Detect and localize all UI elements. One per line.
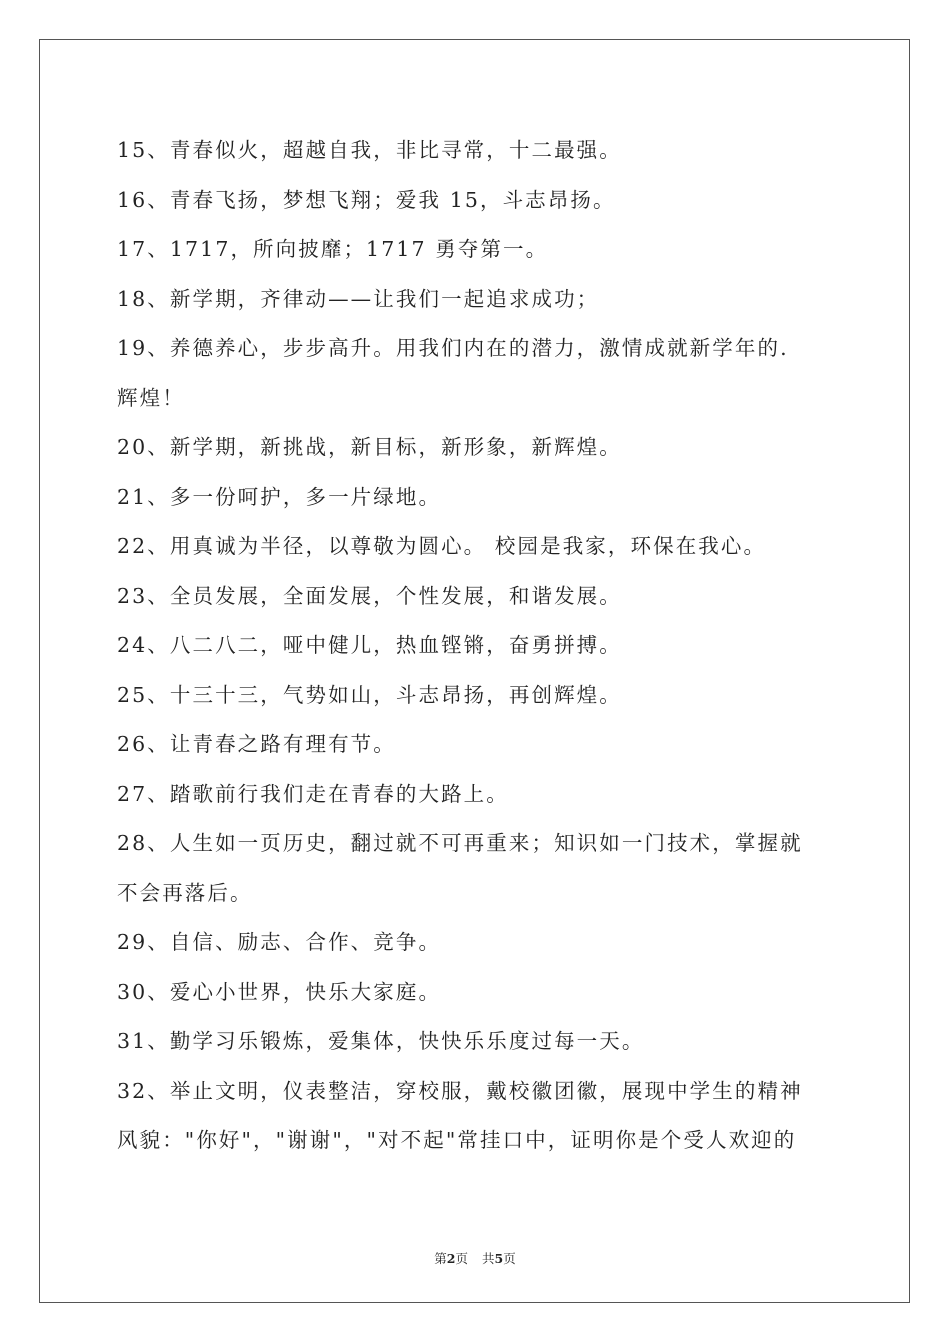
page-prefix: 第 xyxy=(434,1251,447,1266)
text-line: 17、1717，所向披靡；1717 勇夺第一。 xyxy=(117,237,549,261)
text-line: 辉煌！ xyxy=(117,385,185,410)
text-line: 18、新学期，齐律动——让我们一起追求成功； xyxy=(117,286,600,311)
text-line: 15、青春似火，超越自我，非比寻常，十二最强。 xyxy=(117,138,622,162)
text-line: 31、勤学习乐锻炼，爱集体，快快乐乐度过每一天。 xyxy=(117,1029,645,1053)
text-line: 30、爱心小世界，快乐大家庭。 xyxy=(117,979,442,1004)
text-line: 不会再落后。 xyxy=(117,880,253,905)
total-prefix: 共 xyxy=(482,1251,495,1266)
text-line: 风貌："你好"，"谢谢"，"对不起"常挂口中，证明你是个受人欢迎的 xyxy=(117,1128,797,1152)
text-line: 26、让青春之路有理有节。 xyxy=(117,732,396,756)
text-line: 32、举止文明，仪表整洁，穿校服，戴校徽团徽，展现中学生的精神 xyxy=(117,1078,803,1103)
document-body xyxy=(117,132,837,1172)
text-line: 29、自信、励志、合作、竞争。 xyxy=(117,930,442,954)
total-pages: 5 xyxy=(494,1251,504,1266)
text-line: 22、用真诚为半径，以尊敬为圆心。 校园是我家，环保在我心。 xyxy=(117,534,767,558)
page-suffix: 页 xyxy=(455,1251,468,1266)
page-number: 2 xyxy=(446,1251,456,1266)
text-line: 27、踏歌前行我们走在青春的大路上。 xyxy=(117,781,509,806)
total-suffix: 页 xyxy=(503,1251,516,1266)
text-line: 28、人生如一页历史，翻过就不可再重来；知识如一门技术，掌握就 xyxy=(117,831,803,855)
text-line: 23、全员发展，全面发展，个性发展，和谐发展。 xyxy=(117,583,622,608)
page-footer xyxy=(0,1249,950,1267)
text-line: 16、青春飞扬，梦想飞翔；爱我 15，斗志昂扬。 xyxy=(117,187,616,212)
text-line: 19、养德养心，步步高升。用我们内在的潜力，激情成就新学年的. xyxy=(117,336,789,360)
text-line: 24、八二八二，哑中健儿，热血铿锵，奋勇拼搏。 xyxy=(117,633,622,657)
text-line: 25、十三十三，气势如山，斗志昂扬，再创辉煌。 xyxy=(117,682,622,707)
text-line: 21、多一份呵护，多一片绿地。 xyxy=(117,484,442,509)
text-line: 20、新学期，新挑战，新目标，新形象，新辉煌。 xyxy=(117,435,622,459)
